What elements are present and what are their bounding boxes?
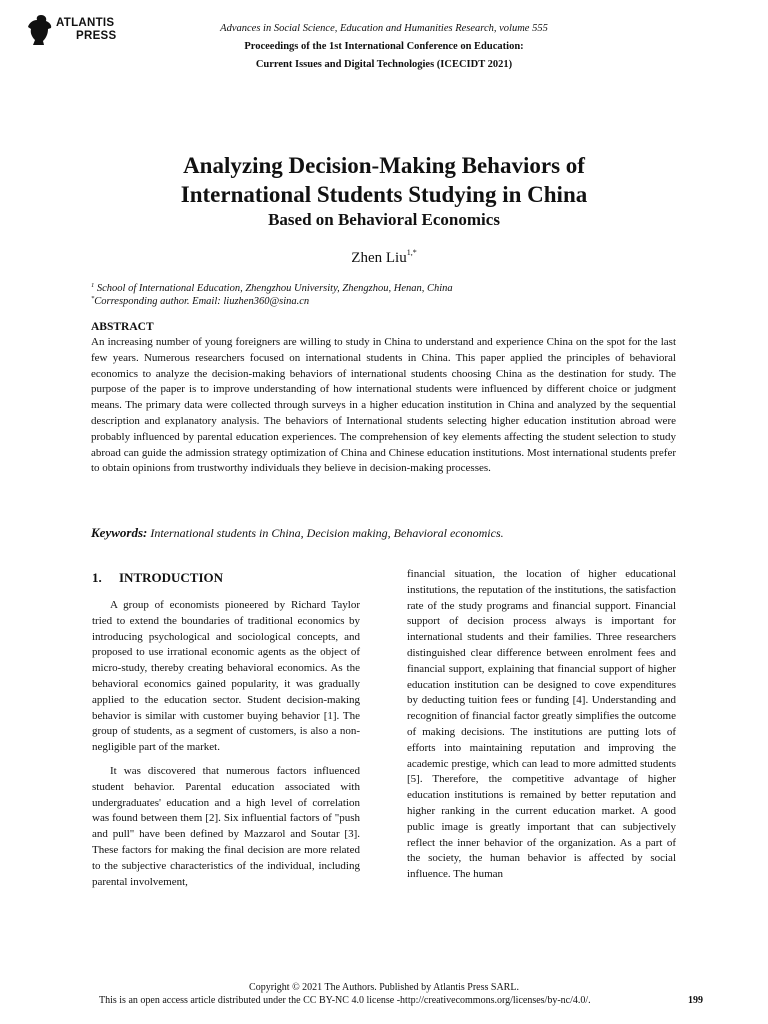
author-line: [0, 243, 768, 268]
paper-title: [0, 151, 768, 209]
intro-paragraph-1: A group of economists pioneered by Richard Taylor tried to extend the boundaries of traditional economics by introducing psychological and sociological concepts, and proposed to use irrational economic agents as the object of micro-study, thereby creating behavioral economics. As the behavioral economics gained popularity, it was gradually applied to the education sector. Student decision-making behavior is similar with customer buying behavior [1]. The group of students, as a segment of customers, is also a non-negligible part of the market.: [92, 599, 360, 754]
intro-paragraph-2: It was discovered that numerous factors influenced student behavior. Parental education associated with undergraduates' education and a high level of correlation was found between them [2]. Six influential factors of "push and pull" have been defined by Mazzarol and Soutar [3]. These factors for making the final decision are more related to the subjective characteristics of the individual, including parental involvement,: [92, 764, 360, 888]
keywords-label: Keywords:: [91, 525, 148, 540]
conference-header: Current Issues and Digital Technologies (ICECIDT 2021): [255, 59, 513, 70]
paper-subtitle: Based on Behavioral Economics: [268, 210, 500, 229]
page-number: 199: [688, 995, 703, 1006]
abstract-heading: ABSTRACT: [91, 321, 154, 333]
proceedings-header: Proceedings of the 1st International Conference on Education:: [244, 41, 524, 52]
keywords-line: [91, 525, 676, 541]
section-title: INTRODUCTION: [119, 570, 224, 585]
corresponding-superscript: *: [91, 295, 95, 302]
affiliation-superscript: 1: [91, 282, 95, 289]
logo-text-line1: ATLANTIS: [56, 17, 115, 29]
corresponding-author: [91, 292, 691, 309]
logo-text-line2: PRESS: [76, 30, 117, 42]
section-heading: [92, 570, 223, 586]
keywords-text: International students in China, Decision making, Behavioral economics.: [147, 526, 504, 540]
abstract-text: An increasing number of young foreigners are willing to study in China to understand and experience China on the spot for the last few years. Numerous researchers focused on international students in China. This paper applied the principles of behavioral economics to analyze the decision-making behaviors of international students choosing China as the destination for study. The purpose of the paper is to improve understanding of how international students were influenced by different choice or judgment means. The primary data were collected through surveys in a higher education institution in China and analyzed by the sequential description and explanatory analysis. The behaviors of International students selecting higher education institution abroad were probably influenced by parental education experiences. The comprehension of key elements affecting the student selection to study abroad can guide the admission strategy optimization of China and Chinese education institutions. Most international students prefer to obtain opinions from trustworthy individuals they believe in decision-making processes.: [91, 336, 676, 475]
author-name: Zhen Liu: [351, 250, 407, 266]
copyright-footer: Copyright © 2021 The Authors. Published by Atlantis Press SARL.: [249, 982, 519, 993]
intro-paragraph-3: financial situation, the location of higher educational institutions, the reputation of the institutions, the satisfaction rate of the study programs and financial support. Financial support of decision process always is important for international students and their families. Three researchers distinguished clear difference between enrolment fees and financial support, explaining that financial support of higher education institution can be designed to cove expenditures by deducting tuition fees or funding [4]. Understanding and recognition of financial factor greatly simplifies the outcome of making decisions. The institutions are putting lots of efforts into maintaining reputation and improving the academic prestige, which can lead to more admitted students [5]. Therefore, the competitive advantage of higher education institutions is remained by better reputation and higher ranking in the current education market. A good public image is greatly important that can subjectively reflect the inner behavior of the organization. As a part of the society, the human behavior is affected by social influence. The human: [407, 568, 676, 881]
right-column: [407, 567, 676, 883]
journal-header: Advances in Social Science, Education and Humanities Research, volume 555: [220, 23, 548, 34]
corresponding-text: Corresponding author. Email: liuzhen360@sina.cn: [94, 296, 310, 307]
left-column: [92, 598, 360, 890]
section-number: 1.: [92, 570, 102, 585]
paper-title-line1: Analyzing Decision-Making Behaviors of: [183, 153, 585, 178]
paper-title-line2: International Students Studying in China: [180, 182, 588, 207]
author-superscript: 1,*: [406, 248, 417, 257]
affiliation-text: School of International Education, Zhengzhou University, Zhengzhou, Henan, China: [94, 283, 453, 294]
license-footer: This is an open access article distributed under the CC BY-NC 4.0 license -http://creativecommons.org/licenses/by-nc/4.0/.: [99, 995, 591, 1006]
